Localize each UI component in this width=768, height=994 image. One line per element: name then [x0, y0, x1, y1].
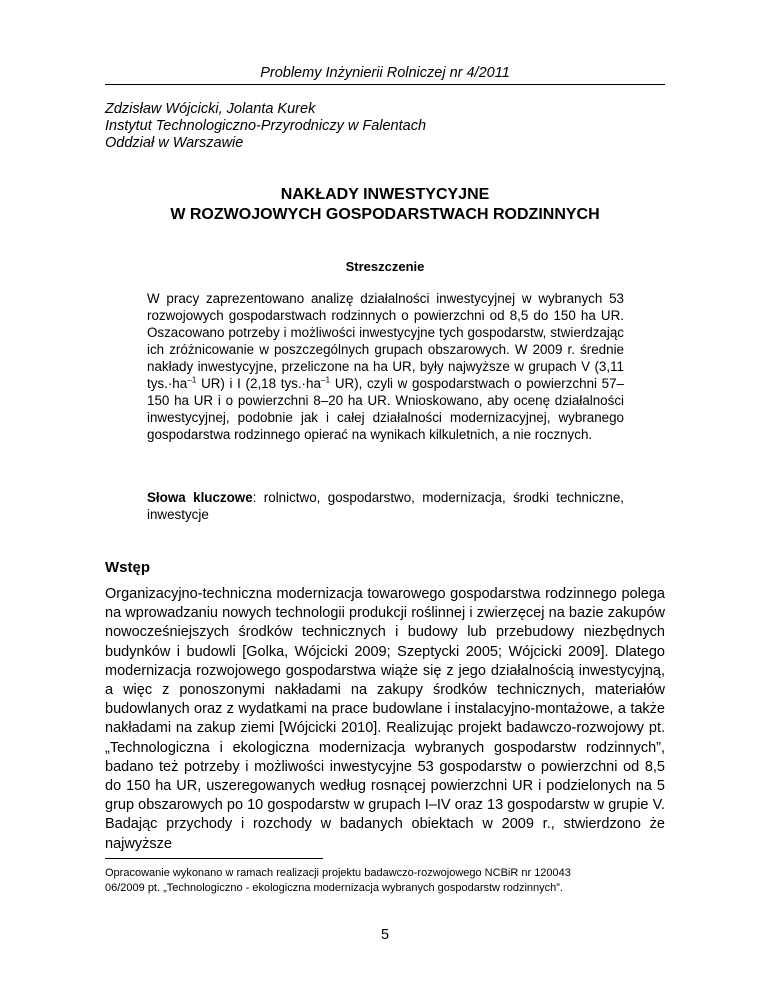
- footnote-line-1: Opracowanie wykonano w ramach realizacji projektu badawczo-rozwojowego NCBiR nr 120043: [105, 867, 571, 879]
- page-number: 5: [380, 927, 390, 943]
- abstract-text: [147, 290, 624, 443]
- keywords-list: : rolnictwo, gospodarstwo, modernizacja, środki techniczne, inwestycje: [147, 490, 624, 522]
- article-title: [105, 185, 665, 225]
- keywords: [147, 489, 624, 523]
- abstract-exponent-2: –1: [320, 374, 331, 385]
- author-branch: Oddział w Warszawie: [105, 135, 244, 151]
- footnote: [105, 866, 665, 896]
- section-body: Organizacyjno-techniczna modernizacja towarowego gospodarstwa rodzinnego polega na wprowadzaniu nowych technologii produkcji roślinnej i zwierzęcej na bazie zakupów nowocześniejszych środków technicznych i budowy lub przebudowy niezbędnych budynków i budowli [Golka, Wójcicki 2009; Szeptycki 2005; Wójcicki 2009]. Dlatego modernizacja rozwojowego gospodarstwa wiąże się z jego działalnością inwestycyjną, a więc z ponoszonymi nakładami na zakupy środków technicznych, materiałów budowlanych oraz z wydatkami na prace budowlane i instalacyjno-montażowe, a także nakładami na zakup ziemi [Wójcicki 2010]. Realizując projekt badawczo-rozwojowy pt. „Technologiczna i ekologiczna modernizacja wybranych gospodarstw rodzinnych”, badano też potrzeby i możliwości inwestycyjne 53 gospodarstw o powierzchni od 8,5 do 150 ha UR, uszeregowanych według rosnącej powierzchni UR i podzielonych na 5 grup obszarowych po 10 gospodarstw w grupach I–IV oraz 13 gospodarstw w grupie V. Badając przychody i rozchody w badanych obiektach w 2009 r., stwierdzono że najwyższe: [105, 586, 665, 852]
- title-line-1: NAKŁADY INWESTYCYJNE: [280, 186, 490, 203]
- abstract-text-part-2: UR) i I (2,18 tys.·ha: [196, 376, 321, 391]
- running-head: Problemy Inżynierii Rolniczej nr 4/2011: [260, 65, 510, 81]
- footnote-rule: [105, 858, 323, 859]
- abstract-heading: Streszczenie: [345, 259, 425, 274]
- header-rule: [105, 84, 665, 85]
- abstract-text-part-3: UR), czyli w gospodarstwach o powierzchni 57–150 ha UR i o powierzchni 8–20 ha UR. Wnioskowano, aby ocenę działalności inwestycyjnej, podobnie jak i całej działalności modernizacyjnej, wybranego gospodarstwa rodzinnego opierać na wynikach kilkuletnich, a nie rocznych.: [147, 376, 624, 442]
- abstract-text-part-1: W pracy zaprezentowano analizę działalności inwestycyjnej w wybranych 53 rozwojowych gospodarstwach rodzinnych o powierzchni od 8,5 do 150 ha UR. Oszacowano potrzeby i możliwości inwestycyjne tych gospodarstw, stwierdzając ich zróżnicowanie w poszczególnych grupach obszarowych. W 2009 r. średnie nakłady inwestycyjne, przeliczone na ha UR, były najwyższe w grupach V (3,11 tys.·ha: [147, 291, 624, 391]
- keywords-label: Słowa kluczowe: [147, 490, 253, 505]
- section-heading: Wstęp: [105, 559, 150, 576]
- title-line-2: W ROZWOJOWYCH GOSPODARSTWACH RODZINNYCH: [170, 206, 600, 223]
- author-names: Zdzisław Wójcicki, Jolanta Kurek: [105, 101, 316, 117]
- author-block: [105, 101, 665, 152]
- footnote-line-2: 06/2009 pt. „Technologiczno - ekologiczna modernizacja wybranych gospodarstw rodzinnych”.: [105, 882, 563, 894]
- author-institute: Instytut Technologiczno-Przyrodniczy w Falentach: [105, 118, 427, 134]
- abstract-exponent-1: –1: [187, 374, 197, 385]
